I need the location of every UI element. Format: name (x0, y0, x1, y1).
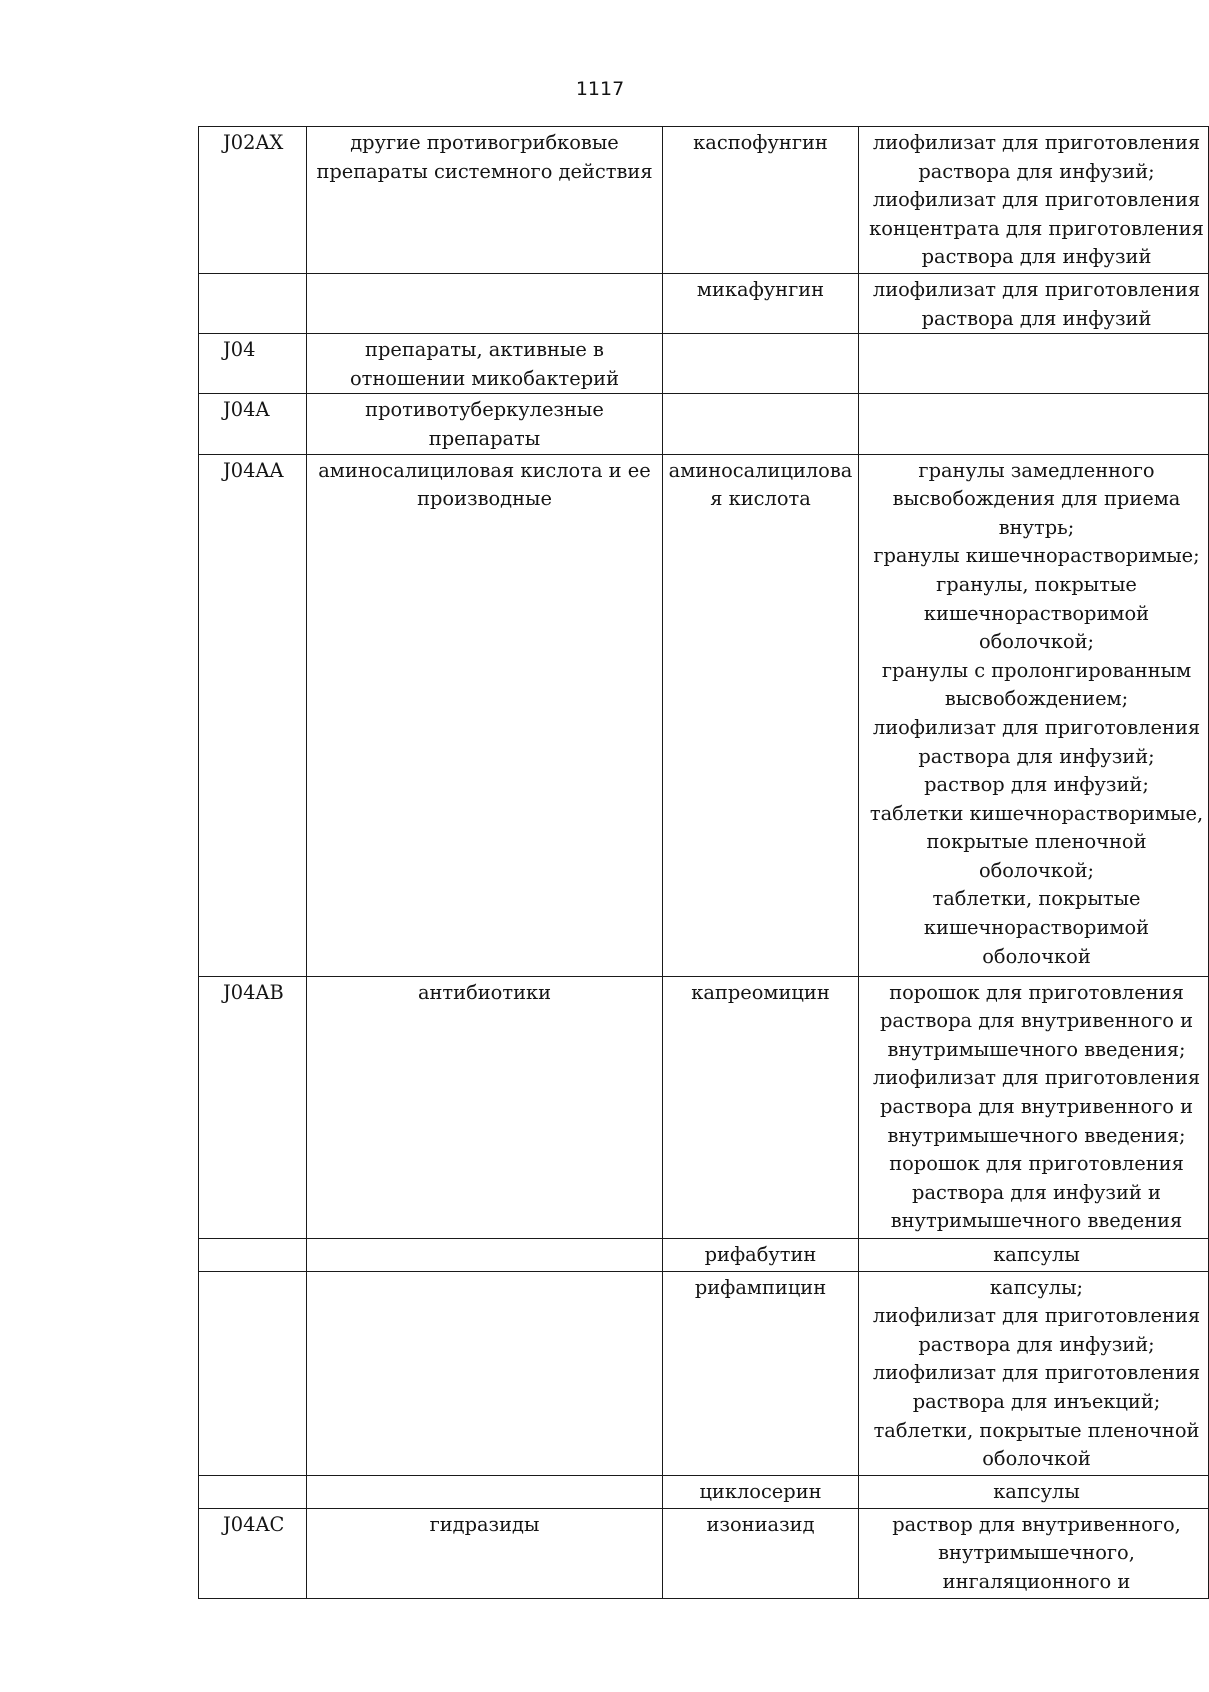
atc-code-cell: J04AB (199, 976, 307, 1238)
table-row (199, 976, 1209, 1238)
group-name-cell (307, 1238, 663, 1271)
drug-name-cell (663, 334, 859, 394)
group-name-cell (307, 1475, 663, 1508)
table-row (199, 454, 1209, 976)
drug-name-cell: изониазид (663, 1508, 859, 1598)
drug-name-cell: циклосерин (663, 1475, 859, 1508)
drug-name-cell (663, 394, 859, 454)
atc-code-cell (199, 274, 307, 334)
table-row (199, 394, 1209, 454)
drug-name-cell: рифабутин (663, 1238, 859, 1271)
atc-code-cell (199, 1475, 307, 1508)
group-name-cell (307, 1271, 663, 1475)
drug-table (198, 126, 1209, 1599)
atc-code-cell: J02AX (199, 127, 307, 274)
atc-code-cell: J04AA (199, 454, 307, 976)
page-number: 1117 (575, 78, 625, 100)
atc-code-cell: J04 (199, 334, 307, 394)
group-name-cell: гидразиды (307, 1508, 663, 1598)
dosage-form-cell (859, 394, 1209, 454)
dosage-form-cell: капсулы (859, 1238, 1209, 1271)
dosage-form-cell: гранулы замедленного высвобождения для приема внутрь; гранулы кишечнорастворимые; гранулы, покрытые кишечнорастворимой оболочкой; гранулы с пролонгированным высвобождением; лиофилизат для приготовления раствора для инфузий; раствор для инфузий; таблетки кишечнорастворимые, покрытые пленочной оболочкой; таблетки, покрытые кишечнорастворимой оболочкой (859, 454, 1209, 976)
drug-name-cell: аминосалицилова я кислота (663, 454, 859, 976)
group-name-cell: другие противогрибковые препараты системного действия (307, 127, 663, 274)
drug-name-cell: каспофунгин (663, 127, 859, 274)
drug-name-cell: рифампицин (663, 1271, 859, 1475)
drug-name-cell: капреомицин (663, 976, 859, 1238)
group-name-cell: аминосалициловая кислота и ее производные (307, 454, 663, 976)
table-row (199, 334, 1209, 394)
atc-code-cell (199, 1271, 307, 1475)
dosage-form-cell: лиофилизат для приготовления раствора для инфузий (859, 274, 1209, 334)
table-row (199, 1238, 1209, 1271)
dosage-form-cell: капсулы; лиофилизат для приготовления раствора для инфузий; лиофилизат для приготовления раствора для инъекций; таблетки, покрытые пленочной оболочкой (859, 1271, 1209, 1475)
atc-code-cell (199, 1238, 307, 1271)
table-row (199, 1508, 1209, 1598)
dosage-form-cell: порошок для приготовления раствора для внутривенного и внутримышечного введения; лиофилизат для приготовления раствора для внутривенного и внутримышечного введения; порошок для приготовления раствора для инфузий и внутримышечного введения (859, 976, 1209, 1238)
table-row (199, 1271, 1209, 1475)
dosage-form-cell: лиофилизат для приготовления раствора для инфузий; лиофилизат для приготовления концентрата для приготовления раствора для инфузий (859, 127, 1209, 274)
drug-name-cell: микафунгин (663, 274, 859, 334)
dosage-form-cell: раствор для внутривенного, внутримышечного, ингаляционного и (859, 1508, 1209, 1598)
table-row (199, 127, 1209, 274)
group-name-cell: антибиотики (307, 976, 663, 1238)
dosage-form-cell: капсулы (859, 1475, 1209, 1508)
group-name-cell: препараты, активные в отношении микобактерий (307, 334, 663, 394)
table-row (199, 1475, 1209, 1508)
table-row (199, 274, 1209, 334)
atc-code-cell: J04A (199, 394, 307, 454)
atc-code-cell: J04AC (199, 1508, 307, 1598)
dosage-form-cell (859, 334, 1209, 394)
group-name-cell (307, 274, 663, 334)
drug-table-sheet (198, 126, 1204, 1593)
group-name-cell: противотуберкулезные препараты (307, 394, 663, 454)
